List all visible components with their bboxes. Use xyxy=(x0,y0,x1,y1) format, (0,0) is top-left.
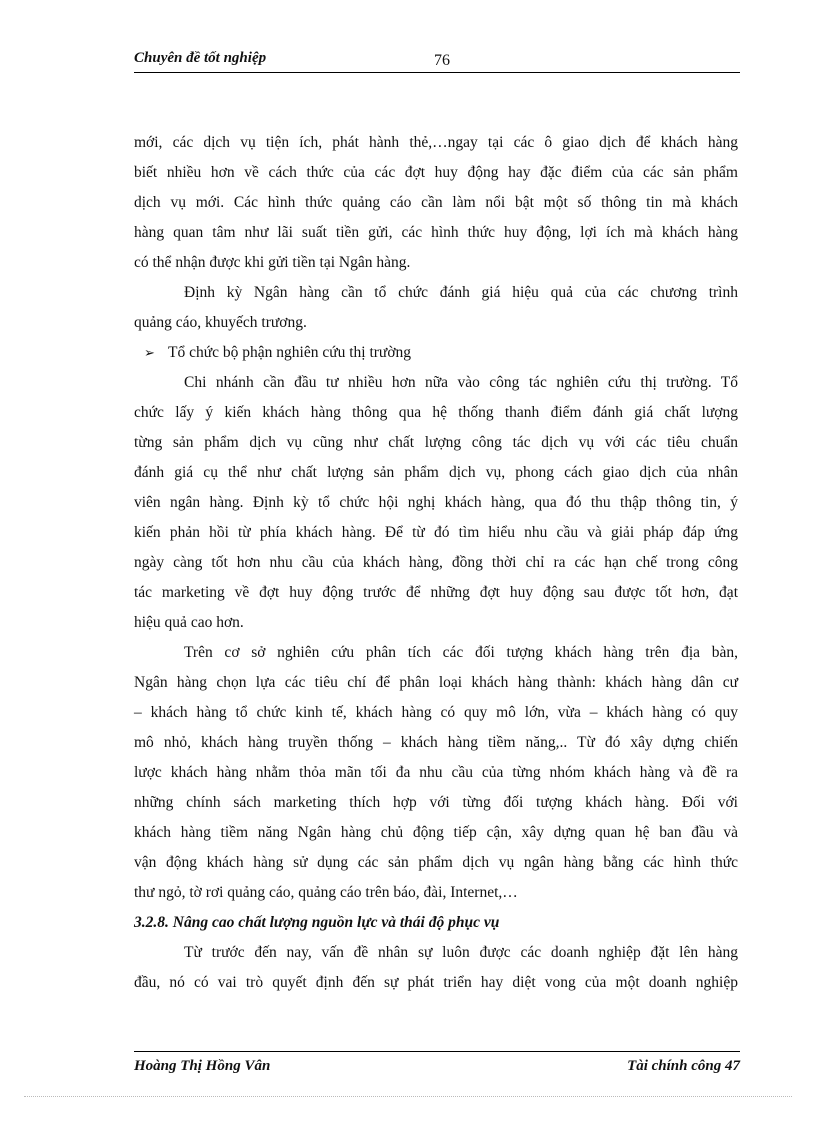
text-line: Chi nhánh cần đầu tư nhiều hơn nữa vào công tác nghiên cứu thị trường. Tổ xyxy=(184,374,738,391)
text-line: đánh giá cụ thể như chất lượng sản phẩm dịch vụ, phong cách giao dịch của nhân xyxy=(134,464,738,481)
header-title: Chuyên đề tốt nghiệp xyxy=(134,50,267,66)
page-header xyxy=(134,50,740,73)
text-line: quảng cáo, khuyếch trương. xyxy=(134,314,307,331)
text-line: hiệu quả cao hơn. xyxy=(134,614,244,631)
text-line: hàng quan tâm như lãi suất tiền gửi, các hình thức huy động, lợi ích mà khách hàng xyxy=(134,224,738,241)
text-line: mới, các dịch vụ tiện ích, phát hành thẻ,…ngay tại các ô giao dịch để khách hàng xyxy=(134,134,738,151)
footer-class: Tài chính công 47 xyxy=(627,1058,740,1074)
text-line: vận động khách hàng sử dụng các sản phẩm dịch vụ ngân hàng bằng các hình thức xyxy=(134,854,738,871)
text-line: biết nhiều hơn về cách thức của các đợt huy động hay đặc điểm của các sản phẩm xyxy=(134,164,738,181)
arrow-bullet-icon: ➢ xyxy=(144,345,155,360)
text-line: thư ngỏ, tờ rơi quảng cáo, quảng cáo trên báo, đài, Internet,… xyxy=(134,884,518,901)
text-line: lược khách hàng nhằm thỏa mãn tối đa nhu cầu của từng nhóm khách hàng và đề ra xyxy=(134,764,738,781)
text-line: ngày càng tốt hơn nhu cầu của khách hàng, đồng thời chỉ ra các hạn chế trong công xyxy=(134,554,738,571)
bullet-item xyxy=(134,338,738,368)
text-line: kiến phản hồi từ phía khách hàng. Để từ đó tìm hiểu nhu cầu và giải pháp đáp ứng xyxy=(134,524,738,541)
text-line: viên ngân hàng. Định kỳ tổ chức hội nghị khách hàng, qua đó thu thập thông tin, ý xyxy=(134,494,738,511)
document-body xyxy=(134,128,738,998)
text-line: Ngân hàng chọn lựa các tiêu chí để phân loại khách hàng thành: khách hàng dân cư xyxy=(134,674,738,691)
footer-author: Hoàng Thị Hồng Vân xyxy=(134,1058,271,1074)
bullet-text: Tổ chức bộ phận nghiên cứu thị trường xyxy=(168,344,412,361)
text-line: tác marketing về đợt huy động trước để những đợt huy động sau được tốt hơn, đạt xyxy=(134,584,738,601)
text-line: khách hàng tiềm năng Ngân hàng chủ động tiếp cận, xây dựng quan hệ ban đầu và xyxy=(134,824,738,841)
text-line: đầu, nó có vai trò quyết định đến sự phát triển hay diệt vong của một doanh nghiệp xyxy=(134,974,738,991)
text-line: chức lấy ý kiến khách hàng thông qua hệ thống thanh điểm đánh giá chất lượng xyxy=(134,404,738,421)
page-edge-divider xyxy=(24,1096,792,1097)
text-line: dịch vụ mới. Các hình thức quảng cáo cần làm nổi bật một số thông tin mà khách xyxy=(134,194,738,211)
text-line: từng sản phẩm dịch vụ cũng như chất lượng công tác dịch vụ với các tiêu chuẩn xyxy=(134,434,738,451)
page-number: 76 xyxy=(434,52,450,69)
page-footer xyxy=(134,1051,740,1078)
text-line: Định kỳ Ngân hàng cần tổ chức đánh giá hiệu quả của các chương trình xyxy=(184,284,738,301)
section-heading: 3.2.8. Nâng cao chất lượng nguồn lực và thái độ phục vụ xyxy=(134,914,500,931)
text-line: mô nhỏ, khách hàng truyền thống – khách hàng tiềm năng,.. Từ đó xây dựng chiến xyxy=(134,734,738,751)
text-line: những chính sách marketing thích hợp với từng đối tượng khách hàng. Đối với xyxy=(134,794,738,811)
text-line: – khách hàng tổ chức kinh tế, khách hàng có quy mô lớn, vừa – khách hàng có quy xyxy=(134,704,738,721)
text-line: Từ trước đến nay, vấn đề nhân sự luôn được các doanh nghiệp đặt lên hàng xyxy=(184,944,738,961)
text-line: có thể nhận được khi gửi tiền tại Ngân hàng. xyxy=(134,254,411,271)
text-line: Trên cơ sở nghiên cứu phân tích các đối tượng khách hàng trên địa bàn, xyxy=(184,644,738,661)
